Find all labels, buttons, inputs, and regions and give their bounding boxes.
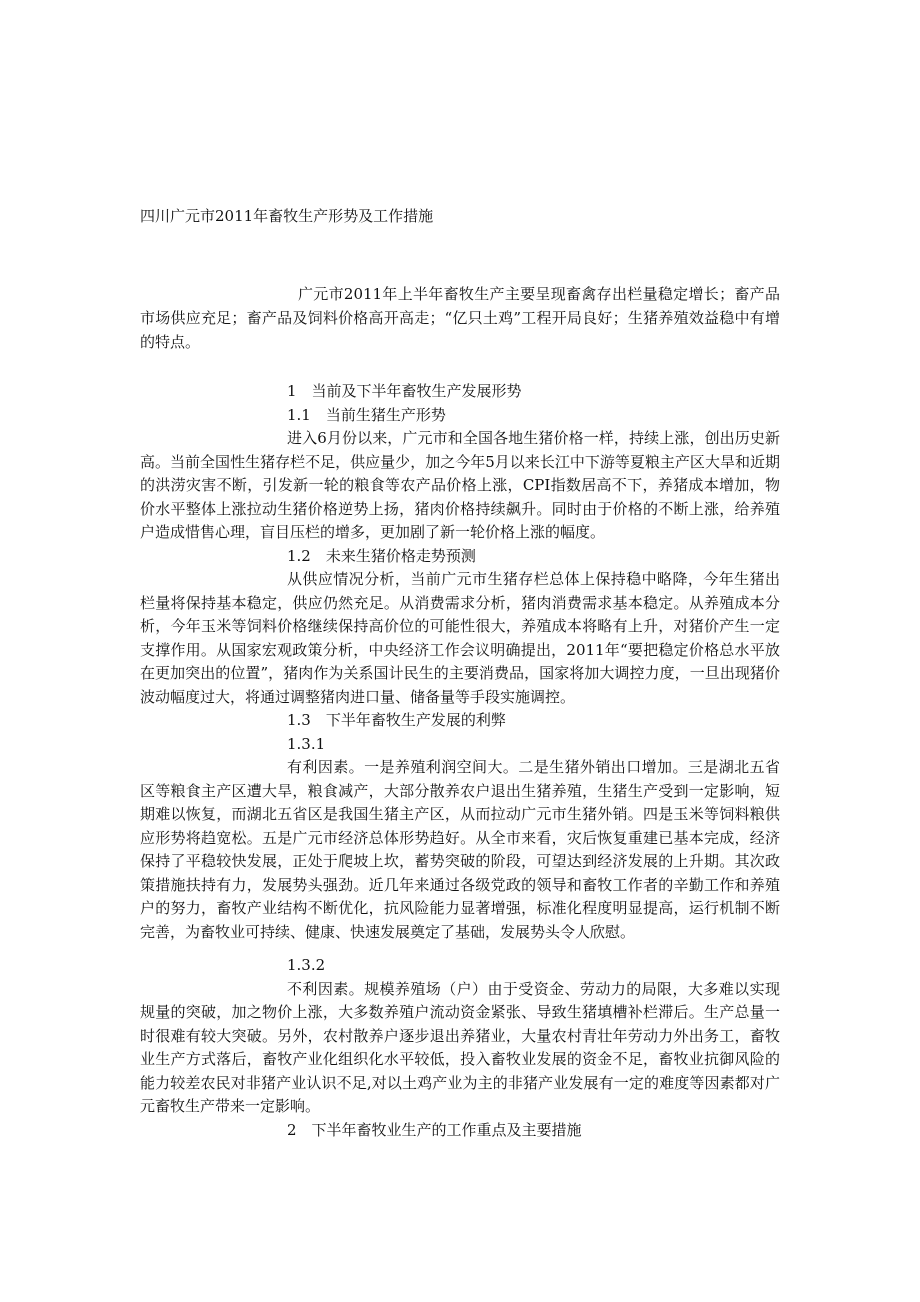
paragraph-1-3-1: 有利因素。一是养殖利润空间大。二是生猪外销出口增加。三是湖北五省区等粮食主产区遭大旱，粮食减产，大部分散养农户退出生猪养殖，生猪生产受到一定影响，短期难以恢复，而湖北五省区是我国生猪主产区，从而拉动广元市生猪外销。四是玉米等饲料粮供应形势将趋宽松。五是广元市经济总体形势趋好。从全市来看，灾后恢复重建已基本完成，经济保持了平稳较快发展，正处于爬坡上坎，蓄势突破的阶段，可望达到经济发展的上升期。其次政策措施扶持有力，发展势头强劲。近几年来通过各级党政的领导和畜牧工作者的辛勤工作和养殖户的努力，畜牧产业结构不断优化，抗风险能力显著增强，标准化程度明显提高，运行机制不断完善，为畜牧业可持续、健康、快速发展奠定了基础，发展势头令人欣慰。 — [140, 758, 780, 941]
document-title: 四川广元市2011年畜牧生产形势及工作措施 — [140, 207, 434, 225]
section-heading-1: 1 当前及下半年畜牧生产发展形势 — [287, 382, 522, 400]
section-heading-1-3-2: 1.3.2 — [287, 956, 326, 974]
paragraph-1-1: 进入6月份以来，广元市和全国各地生猪价格一样，持续上涨，创出历史新高。当前全国性生猪存栏不足，供应量少，加之今年5月以来长江中下游等夏粮主产区大旱和近期的洪涝灾害不断，引发新一轮的粮食等农产品价格上涨，CPI指数居高不下，养猪成本增加，物价水平整体上涨拉动生猪价格逆势上扬，猪肉价格持续飙升。同时由于价格的不断上涨，给养殖户造成惜售心理，盲目压栏的增多，更加剧了新一轮价格上涨的幅度。 — [140, 429, 780, 541]
section-heading-1-3: 1.3 下半年畜牧生产发展的利弊 — [287, 711, 506, 729]
paragraph-1-3-2: 不利因素。规模养殖场（户）由于受资金、劳动力的局限，大多难以实现规量的突破，加之物价上涨，大多数养殖户流动资金紧张、导致生猪填槽补栏滞后。生产总量一时很难有较大突破。另外，农村散养户逐步退出养猪业，大量农村青壮年劳动力外出务工，畜牧业生产方式落后，畜牧产业化组织化水平较低，投入畜牧业发展的资金不足，畜牧业抗御风险的能力较差农民对非猪产业认识不足,对以土鸡产业为主的非猪产业发展有一定的难度等因素都对广元畜牧生产带来一定影响。 — [140, 979, 780, 1115]
paragraph-1-2: 从供应情况分析，当前广元市生猪存栏总体上保持稳中略降，今年生猪出栏量将保持基本稳定，供应仍然充足。从消费需求分析，猪肉消费需求基本稳定。从养殖成本分析，今年玉米等饲料价格继续保持高价位的可能性很大，养殖成本将略有上升，对猪价产生一定支撑作用。从国家宏观政策分析，中央经济工作会议明确提出，2011年“要把稳定价格总水平放在更加突出的位置”，猪肉作为关系国计民生的主要消费品，国家将加大调控力度，一旦出现猪价波动幅度过大，将通过调整猪肉进口量、储备量等手段实施调控。 — [140, 570, 780, 706]
section-heading-1-3-1: 1.3.1 — [287, 734, 326, 753]
section-heading-1-1: 1.1 当前生猪生产形势 — [287, 405, 446, 424]
intro-paragraph: 广元市2011年上半年畜牧生产主要呈现畜禽存出栏量稳定增长；畜产品市场供应充足；畜产品及饲料价格高开高走；“亿只土鸡”工程开局良好；生猪养殖效益稳中有增的特点。 — [140, 285, 780, 351]
document-body — [140, 380, 780, 1142]
section-heading-1-2: 1.2 未来生猪价格走势预测 — [287, 546, 476, 565]
section-heading-2: 2 下半年畜牧业生产的工作重点及主要措施 — [287, 1120, 582, 1139]
spacer — [140, 944, 780, 954]
